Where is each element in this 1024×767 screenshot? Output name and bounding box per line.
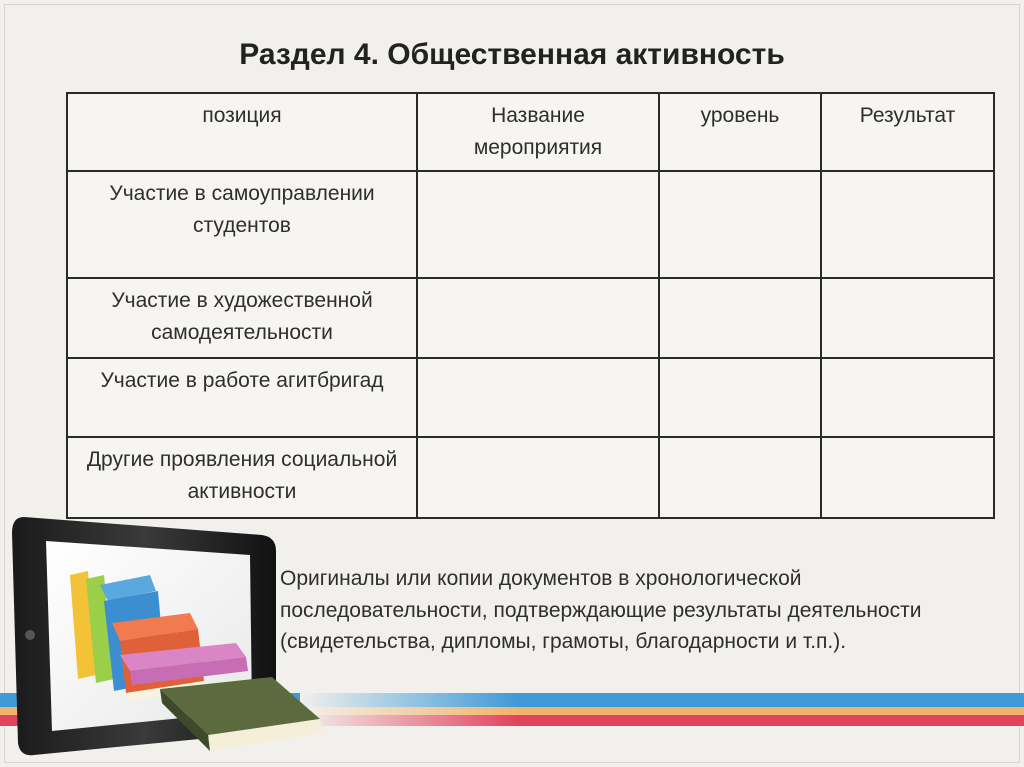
decor-stripe-fade [300, 680, 1024, 728]
activity-table [66, 92, 995, 519]
table-cell-position: Участие в художественной самодеятельности [67, 278, 417, 358]
header-cell-level: уровень [659, 93, 821, 171]
table-cell-result[interactable] [821, 358, 994, 437]
table-cell-position: Участие в работе агитбригад [67, 358, 417, 437]
table-cell-level[interactable] [659, 171, 821, 278]
documents-note: Оригиналы или копии документов в хронологической последовательности, подтверждающие результаты деятельности (свидетельства, дипломы, грамоты, благодарности и т.п.). [280, 567, 922, 653]
table-cell-event-name[interactable] [417, 358, 659, 437]
table-cell-event-name[interactable] [417, 278, 659, 358]
table-cell-event-name[interactable] [417, 171, 659, 278]
table-cell-level[interactable] [659, 437, 821, 518]
header-cell-event-name: Название мероприятия [417, 93, 659, 171]
table-cell-result[interactable] [821, 437, 994, 518]
header-cell-position: позиция [67, 93, 417, 171]
table-row [67, 171, 994, 278]
table-row [67, 358, 994, 437]
table-cell-result[interactable] [821, 171, 994, 278]
header-cell-result: Результат [821, 93, 994, 171]
table-header-row [67, 93, 994, 171]
table-cell-result[interactable] [821, 278, 994, 358]
table-cell-position: Участие в самоуправлении студентов [67, 171, 417, 278]
page-title: Раздел 4. Общественная активность [239, 38, 785, 71]
table-cell-position: Другие проявления социальной активности [67, 437, 417, 518]
table-cell-level[interactable] [659, 278, 821, 358]
table-cell-level[interactable] [659, 358, 821, 437]
table-cell-event-name[interactable] [417, 437, 659, 518]
table-row [67, 278, 994, 358]
